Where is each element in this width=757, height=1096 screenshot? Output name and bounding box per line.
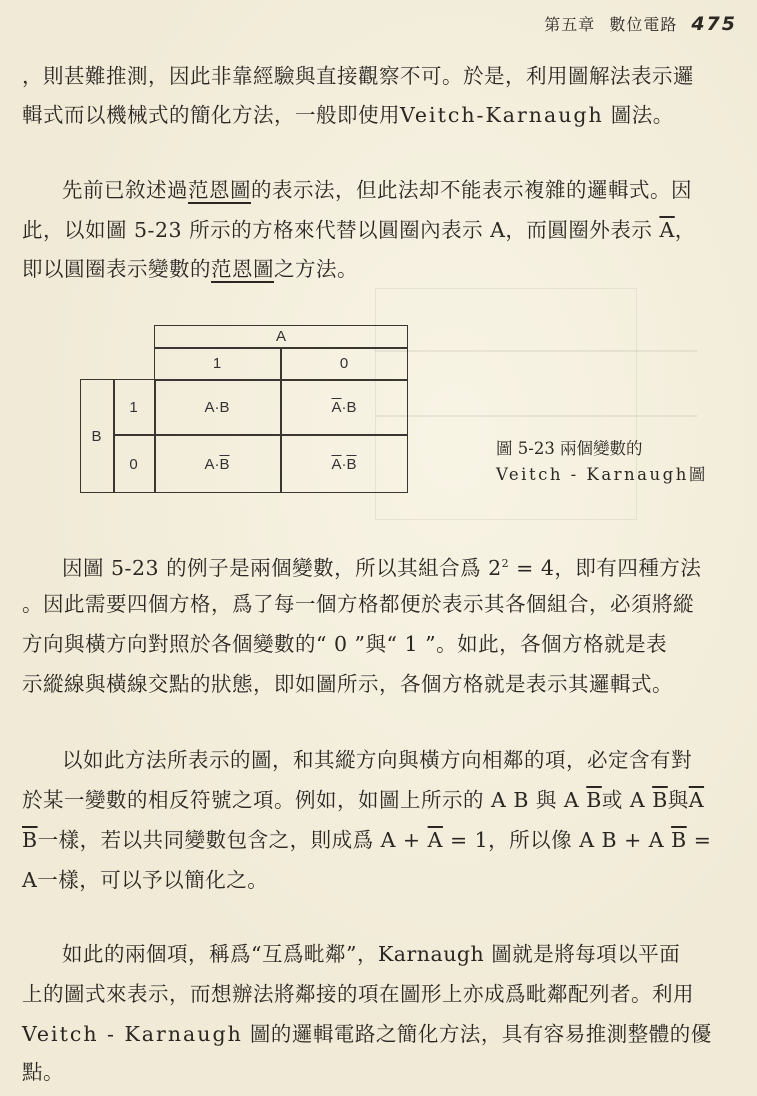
paragraph-2-line-2: [22, 216, 696, 244]
section-title: 數位電路: [609, 15, 678, 34]
text-run: 因圖 5-23 的例子是兩個變數，所以其組合爲 2: [62, 555, 502, 580]
a-bar-symbol: $\overline{A}$: [331, 398, 342, 416]
caption-line-1: 圖 5-23 兩個變數的: [496, 439, 643, 458]
a-bar-symbol: $\overline{A}$: [331, 455, 342, 473]
term-venn-diagram: 范恩圖: [211, 257, 274, 281]
text-run: 此，以如圖 5-23 所示的方格來代替以圓圈內表示 A，而圓圈外表示: [22, 218, 660, 242]
exponent: 2: [501, 557, 510, 570]
cell-a-b: A·B: [204, 398, 230, 416]
row-label-1: 1: [129, 398, 138, 416]
b-bar-symbol: $\overline{B}$: [586, 788, 602, 812]
text-run: ·: [341, 455, 347, 473]
text-run: = 1，所以像 A B + A: [442, 828, 672, 852]
row-label-0: 0: [129, 455, 138, 473]
term-veitch-karnaugh: Veitch-Karnaugh: [400, 103, 604, 127]
text-run: Veitch - Karnaugh: [496, 465, 689, 484]
text-run: 於某一變數的相反符號之項。例如，如圖上所示的 A B 與 A: [22, 788, 587, 812]
paragraph-2-line-1: [62, 176, 692, 204]
karnaugh-map-figure: [80, 325, 408, 493]
text-run: ，: [674, 218, 696, 242]
paragraph-3-line-4: 示縱線與橫線交點的狀態，即如圖所示，各個方格就是表示其邏輯式。: [22, 672, 673, 696]
paragraph-3-line-3: 方向與橫方向對照於各個變數的“ 0 ”與“ 1 ”。如此，各個方格就是表: [22, 632, 668, 656]
cell-a-bbar: [154, 435, 280, 493]
chapter-label: 第五章: [544, 15, 596, 34]
caption-line-2: [496, 462, 705, 488]
text-run: 圖法。: [603, 103, 674, 127]
text-run: =: [686, 828, 712, 852]
text-run: = 4，即有四種方法: [509, 555, 702, 580]
text-run: 先前已敘述過: [62, 178, 188, 202]
text-run: 或 A: [601, 788, 653, 812]
cell-abar-b: [280, 379, 408, 435]
figure-caption: [496, 436, 705, 488]
paragraph-3-line-2: 。因此需要四個方格，爲了每一個方格都便於表示其各個組合，必須將縱: [22, 592, 694, 616]
text-run: 與: [667, 788, 689, 812]
text-run: A·: [204, 455, 220, 473]
paragraph-1-line-2: [22, 101, 674, 129]
text-run: ·B: [341, 398, 357, 416]
text-run: 之方法。: [274, 257, 358, 281]
a-bar-symbol: $\overline{A}$: [659, 218, 675, 242]
column-label-0: 0: [339, 355, 349, 372]
b-bar-symbol: $\overline{B}$: [219, 455, 230, 473]
running-header: [544, 12, 737, 35]
paragraph-5-line-1: 如此的兩個項，稱爲“互爲毗鄰”，Karnaugh 圖就是將每項以平面: [62, 942, 681, 966]
paragraph-5-line-4: 點。: [22, 1060, 64, 1084]
paragraph-4-line-2: [22, 786, 704, 814]
column-label-1: 1: [212, 355, 222, 372]
text-run: 圖的邏輯電路之簡化方法，具有容易推測整體的優: [242, 1022, 712, 1046]
text-run: 一樣，若以共同變數包含之，則成爲 A +: [37, 828, 428, 852]
b-bar-symbol: $\overline{B}$: [652, 788, 668, 812]
b-bar-symbol: $\overline{B}$: [671, 828, 687, 852]
term-venn-diagram: 范恩圖: [188, 178, 251, 202]
paragraph-5-line-2: 上的圖式來表示，而想辦法將鄰接的項在圖形上亦成爲毗鄰配列者。利用: [22, 982, 694, 1006]
variable-b-label: B: [91, 427, 102, 445]
cell-abar-bbar: [280, 435, 408, 493]
paragraph-4-line-3: [22, 826, 711, 854]
paragraph-1-line-1: ，則甚難推測，因此非靠經驗與直接觀察不可。於是，利用圖解法表示邏: [22, 64, 694, 88]
term-veitch-karnaugh: Veitch - Karnaugh: [22, 1022, 243, 1046]
bleed-through-grid: [375, 415, 697, 417]
paragraph-3-line-1: [62, 550, 701, 582]
text-run: 輯式而以機械式的簡化方法，一般即使用: [22, 103, 400, 127]
paragraph-4-line-1: 以如此方法所表示的圖，和其縱方向與橫方向相鄰的項，必定含有對: [62, 748, 692, 772]
a-bar-symbol: $\overline{A}$: [427, 828, 443, 852]
b-bar-symbol: $\overline{B}$: [346, 455, 357, 473]
paragraph-5-line-3: [22, 1020, 712, 1048]
b-bar-symbol: $\overline{B}$: [22, 828, 38, 852]
paragraph-2-line-3: [22, 255, 358, 283]
text-run: 圖: [688, 465, 706, 484]
text-run: 的表示法，但此法却不能表示複雜的邏輯式。因: [251, 178, 692, 202]
text-run: 即以圓圈表示變數的: [22, 257, 211, 281]
variable-a-label: A: [275, 327, 286, 345]
bleed-through-grid: [375, 350, 697, 352]
page-number: 475: [691, 13, 737, 35]
paragraph-4-line-4: A一樣，可以予以簡化之。: [22, 868, 269, 892]
a-bar-symbol: $\overline{A}$: [688, 788, 705, 812]
